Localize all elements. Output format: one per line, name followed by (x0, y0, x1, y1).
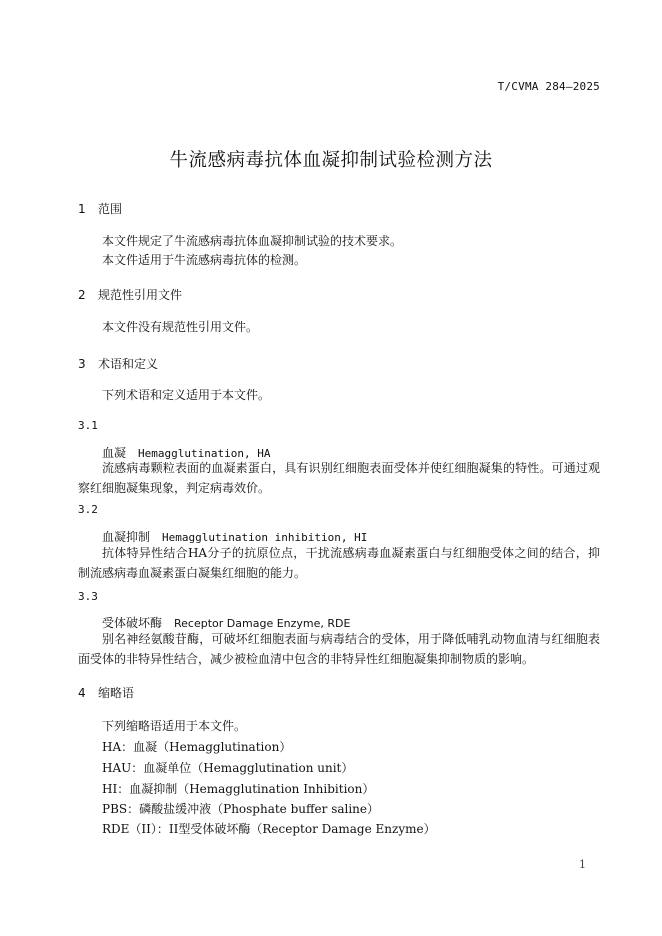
section-title: 范围 (98, 202, 123, 216)
section-1-heading (78, 200, 122, 217)
document-code: T/CVMA 284—2025 (497, 80, 600, 93)
section-number: 3 (78, 357, 86, 371)
term-3-3-number: 3.3 (78, 590, 98, 603)
section-number: 2 (78, 288, 86, 302)
abbreviation-item: RDE（II）：II型受体破坏酶（Receptor Damage Enzyme） (102, 822, 436, 836)
section-title: 规范性引用文件 (98, 288, 183, 302)
abbreviation-item: HA：血凝（Hemagglutination） (102, 740, 292, 754)
term-3-2-number: 3.2 (78, 503, 98, 516)
section-4-paragraph-1: 下列缩略语适用于本文件。 (102, 719, 247, 733)
term-english: Hemagglutination, HA (138, 447, 271, 460)
section-2-heading (78, 286, 182, 303)
section-1-paragraph-1: 本文件规定了牛流感病毒抗体血凝抑制试验的技术要求。 (102, 234, 403, 248)
term-chinese: 血凝抑制 (102, 530, 151, 544)
page-number: 1 (579, 858, 586, 871)
section-number: 4 (78, 686, 86, 700)
section-4-heading (78, 684, 134, 701)
section-title: 缩略语 (98, 686, 135, 700)
section-title: 术语和定义 (98, 357, 159, 371)
section-1-paragraph-2: 本文件适用于牛流感病毒抗体的检测。 (102, 253, 307, 267)
document-title: 牛流感病毒抗体血凝抑制试验检测方法 (169, 150, 493, 171)
section-3-heading (78, 355, 158, 372)
term-english: Receptor Damage Enzyme, RDE (174, 617, 351, 630)
term-3-2-definition: 抗体特异性结合HA分子的抗原位点，干扰流感病毒血凝素蛋白与红细胞受体之间的结合，抑制流感病毒血凝素蛋白凝集红细胞的能力。 (78, 546, 600, 580)
term-chinese: 血凝 (102, 446, 127, 460)
term-3-1-number: 3.1 (78, 419, 98, 432)
section-number: 1 (78, 202, 86, 216)
term-3-3-definition: 别名神经氨酸苷酶，可破坏红细胞表面与病毒结合的受体，用于降低哺乳动物血清与红细胞表面受体的非特异性结合，减少被检血清中包含的非特异性红细胞凝集抑制物质的影响。 (78, 632, 600, 666)
section-3-paragraph-1: 下列术语和定义适用于本文件。 (102, 388, 271, 402)
abbreviation-item: HAU：血凝单位（Hemagglutination unit） (102, 761, 354, 775)
term-english: Hemagglutination inhibition, HI (162, 531, 368, 544)
abbreviation-item: PBS：磷酸盐缓冲液（Phosphate buffer saline） (102, 802, 380, 816)
section-2-paragraph-1: 本文件没有规范性引用文件。 (102, 320, 259, 334)
abbreviation-item: HI：血凝抑制（Hemagglutination Inhibition） (102, 782, 375, 796)
term-chinese: 受体破坏酶 (102, 616, 163, 630)
term-3-1-definition: 流感病毒颗粒表面的血凝素蛋白，具有识别红细胞表面受体并使红细胞凝集的特性。可通过观察红细胞凝集现象，判定病毒效价。 (78, 461, 600, 495)
